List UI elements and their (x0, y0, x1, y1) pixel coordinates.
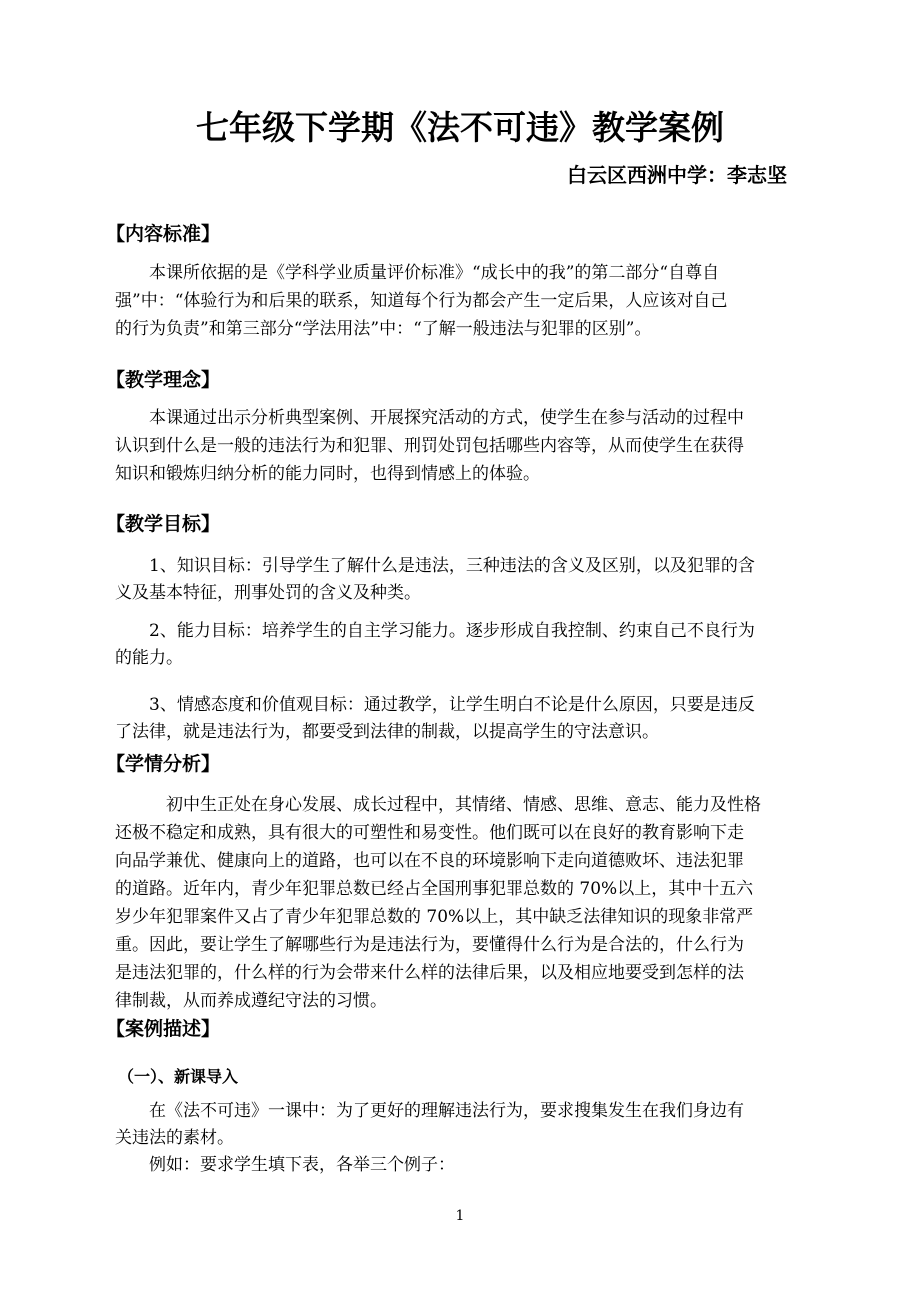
heading-teaching-goals: 【教学目标】 (106, 513, 221, 535)
document-title: 七年级下学期《法不可违》教学案例 (196, 108, 724, 147)
text-line: 是违法犯罪的，什么样的行为会带来什么样的法律后果，以及相应地要受到怎样的法 (115, 963, 744, 983)
text-line: 认识到什么是一般的违法行为和犯罪、刑罚处罚包括哪些内容等，从而使学生在获得 (115, 436, 744, 456)
paragraph-student-analysis (115, 791, 815, 1015)
text-line: 关违法的素材。 (115, 1128, 234, 1148)
subheading-new-lesson-intro: （一）、新课导入 (118, 1067, 239, 1086)
text-line: 了法律，就是违法行为，都要受到法律的制裁，以提高学生的守法意识。 (115, 722, 659, 742)
author-line: 白云区西洲中学：李志坚 (567, 163, 787, 187)
paragraph-case-intro (115, 1098, 815, 1152)
text-line: 的能力。 (115, 648, 183, 668)
paragraph-example (115, 1151, 815, 1179)
text-line: 义及基本特征，刑事处罚的含义及种类。 (115, 583, 421, 603)
text-line: 1、知识目标：引导学生了解什么是违法，三种违法的含义及区别，以及犯罪的含 (115, 556, 755, 576)
heading-teaching-philosophy: 【教学理念】 (106, 369, 221, 391)
text-line: 知识和锻炼归纳分析的能力同时，也得到情感上的体验。 (115, 464, 540, 484)
heading-student-analysis: 【学情分析】 (106, 753, 221, 775)
goal-ability (115, 618, 815, 672)
text-line: 在《法不可违》一课中：为了更好的理解违法行为，要求搜集发生在我们身边有 (115, 1101, 744, 1121)
text-line: 强”中：“体验行为和后果的联系，知道每个行为都会产生一定后果，人应该对自己 (115, 291, 728, 311)
paragraph-content-standard (115, 259, 815, 343)
text-line: 初中生正处在身心发展、成长过程中，其情绪、情感、思维、意志、能力及性格 (115, 795, 761, 815)
text-line: 本课所依据的是《学科学业质量评价标准》“成长中的我”的第二部分“自尊自 (115, 263, 720, 283)
heading-case-description: 【案例描述】 (106, 1018, 221, 1040)
text-line: 还极不稳定和成熟，具有很大的可塑性和易变性。他们既可以在良好的教育影响下走 (115, 823, 744, 843)
goal-attitude (115, 692, 815, 746)
text-line: 岁少年犯罪案件又占了青少年犯罪总数的 70%以上，其中缺乏法律知识的现象非常严 (115, 907, 754, 927)
heading-content-standard: 【内容标准】 (106, 223, 221, 245)
text-line: 2、能力目标：培养学生的自主学习能力。逐步形成自我控制、约束自己不良行为 (115, 621, 755, 641)
page-number: 1 (455, 1208, 465, 1224)
text-line: 重。因此，要让学生了解哪些行为是违法行为，要懂得什么行为是合法的，什么行为 (115, 935, 744, 955)
text-line: 本课通过出示分析典型案例、开展探究活动的方式，使学生在参与活动的过程中 (115, 408, 744, 428)
text-line: 向品学兼优、健康向上的道路，也可以在不良的环境影响下走向道德败坏、违法犯罪 (115, 851, 744, 871)
text-line: 的行为负责”和第三部分“学法用法”中：“了解一般违法与犯罪的区别”。 (115, 319, 652, 339)
text-line: 例如：要求学生填下表，各举三个例子： (115, 1155, 455, 1175)
paragraph-teaching-philosophy (115, 404, 815, 488)
text-line: 3、情感态度和价值观目标：通过教学，让学生明白不论是什么原因，只要是违反 (115, 695, 755, 715)
text-line: 的道路。近年内，青少年犯罪总数已经占全国刑事犯罪总数的 70%以上，其中十五六 (115, 879, 754, 899)
goal-knowledge (115, 553, 815, 607)
text-line: 律制裁，从而养成遵纪守法的习惯。 (115, 991, 387, 1011)
